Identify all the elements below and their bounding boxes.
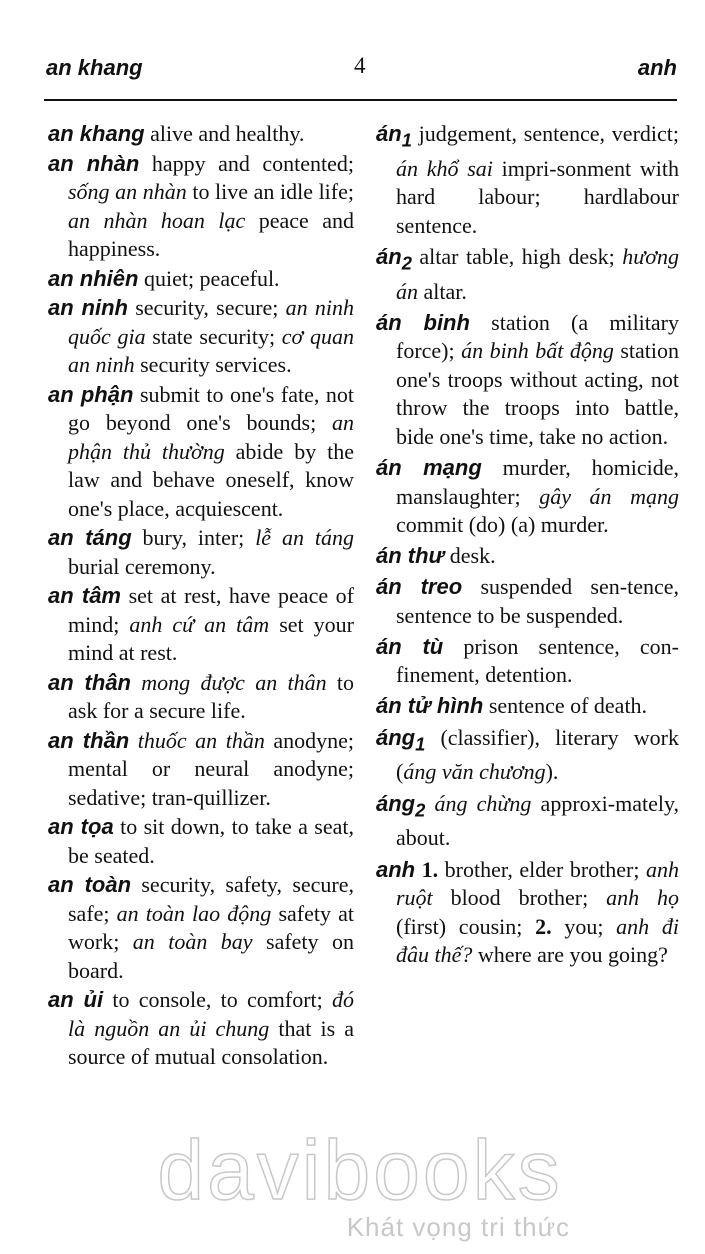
left-column	[48, 120, 354, 1073]
right-running-headword: anh	[637, 55, 677, 80]
dictionary-entry	[376, 243, 679, 306]
entry-definition: (classifier), literary work (áng văn chương).	[396, 724, 679, 785]
dictionary-entry	[376, 790, 679, 853]
entry-definition: submit to one's fate, not go beyond one's bounds; an phận thủ thường abide by the law and behave oneself, know one's place, acquiescent.	[68, 381, 354, 521]
dictionary-entry	[48, 871, 354, 985]
left-running-headword: an khang	[46, 55, 143, 80]
entry-headword: án thư	[376, 543, 445, 569]
entry-headword: án tử hình	[376, 693, 484, 719]
entry-headword: án	[376, 243, 402, 269]
watermark-tagline: Khát vọng tri thức	[346, 1212, 570, 1242]
dictionary-entry	[48, 120, 354, 149]
header-rule	[44, 99, 677, 101]
entry-definition: to console, to comfort; đó là nguồn an ủi chung that is a source of mutual consolation.	[68, 987, 355, 1069]
entry-definition: prison sentence, con-finement, detention.	[396, 633, 679, 688]
entry-definition: 1. brother, elder brother; anh ruột blood brother; anh họ (first) cousin; 2. you; anh đi đâu thế? where are you going?	[396, 856, 680, 967]
entry-headword: an tâm	[48, 583, 121, 608]
entry-headword: an táng	[48, 525, 132, 550]
dictionary-entry	[376, 573, 679, 630]
entry-definition: station (a military force); án binh bất động station one's troops without acting, not throw the troops into battle, bide one's time, take no action.	[396, 309, 680, 449]
entry-headword: an thân	[48, 669, 131, 695]
entry-definition: quiet; peaceful.	[143, 265, 280, 291]
entry-definition: murder, homicide, manslaughter; gây án mạng commit (do) (a) murder.	[396, 455, 680, 538]
dictionary-entry	[48, 986, 354, 1072]
entry-definition: suspended sen-tence, sentence to be suspended.	[396, 574, 679, 628]
entry-definition: security, safety, secure, safe; an toàn lao động safety at work; an toàn bay safety on board.	[68, 872, 355, 983]
entry-headword: an ninh	[48, 295, 128, 320]
dictionary-entry	[48, 669, 354, 726]
dictionary-entry	[376, 633, 679, 690]
dictionary-entry	[376, 309, 679, 452]
watermark-brand: davibooks	[157, 1123, 563, 1217]
entry-definition: altar table, high desk; hương án altar.	[396, 243, 680, 304]
dictionary-entry	[48, 727, 354, 813]
page-header	[44, 55, 677, 95]
dictionary-entry	[48, 524, 354, 581]
dictionary-entry	[48, 294, 354, 380]
dictionary-entry	[376, 856, 679, 970]
dictionary-entry	[376, 724, 679, 787]
entry-definition: thuốc an thần anodyne; mental or neural anodyne; sedative; tran-quillizer.	[68, 727, 354, 810]
homonym-index: 2	[415, 798, 426, 820]
entry-headword: áng	[376, 724, 416, 750]
entry-definition: to sit down, to take a seat, be seated.	[68, 814, 354, 868]
entry-headword: an phận	[48, 381, 134, 407]
entry-headword: an toàn	[48, 872, 132, 897]
entry-definition: alive and healthy.	[150, 121, 305, 146]
entry-headword: án treo	[376, 574, 463, 600]
homonym-index: 2	[401, 252, 412, 274]
homonym-index: 1	[415, 732, 426, 754]
entry-definition: sentence of death.	[488, 693, 648, 719]
homonym-index: 1	[401, 129, 412, 151]
entry-headword: án	[376, 121, 402, 146]
entry-definition: security, secure; an ninh quốc gia state security; cơ quan an ninh security services.	[68, 295, 354, 377]
entry-headword: an nhàn	[48, 150, 140, 176]
entry-definition: desk.	[449, 543, 496, 569]
dictionary-entry	[48, 265, 354, 294]
dictionary-entry	[376, 692, 679, 721]
entry-definition: áng chừng approxi-mately, about.	[396, 790, 680, 851]
dictionary-entry	[376, 454, 679, 540]
dictionary-entry	[48, 150, 354, 264]
entry-headword: an ủi	[48, 987, 104, 1012]
entry-headword: án binh	[376, 309, 470, 335]
dictionary-entry	[376, 120, 679, 240]
entry-headword: an nhiên	[48, 265, 139, 291]
dictionary-entry	[48, 813, 354, 870]
entry-headword: áng	[376, 790, 416, 816]
entry-headword: anh	[376, 856, 416, 882]
entry-headword: án mạng	[376, 455, 482, 481]
entry-headword: an khang	[48, 121, 145, 146]
entry-headword: án tù	[376, 633, 444, 659]
dictionary-entry	[48, 582, 354, 668]
dictionary-entry	[376, 542, 679, 571]
right-column	[376, 120, 679, 972]
entry-definition: set at rest, have peace of mind; anh cứ an tâm set your mind at rest.	[68, 583, 355, 665]
entry-definition: mong được an thân to ask for a secure life.	[68, 669, 354, 723]
entry-definition: bury, inter; lễ an táng burial ceremony.	[68, 525, 354, 579]
entry-definition: judgement, sentence, verdict; án khổ sai impri-sonment with hard labour; hardlabour sentence.	[396, 121, 680, 238]
entry-definition: happy and contented; sống an nhàn to live an idle life; an nhàn hoan lạc peace and happiness.	[68, 150, 354, 261]
page-number: 4	[354, 53, 366, 78]
entry-headword: an tọa	[48, 814, 114, 839]
dictionary-entry	[48, 381, 354, 524]
entry-headword: an thần	[48, 727, 130, 753]
